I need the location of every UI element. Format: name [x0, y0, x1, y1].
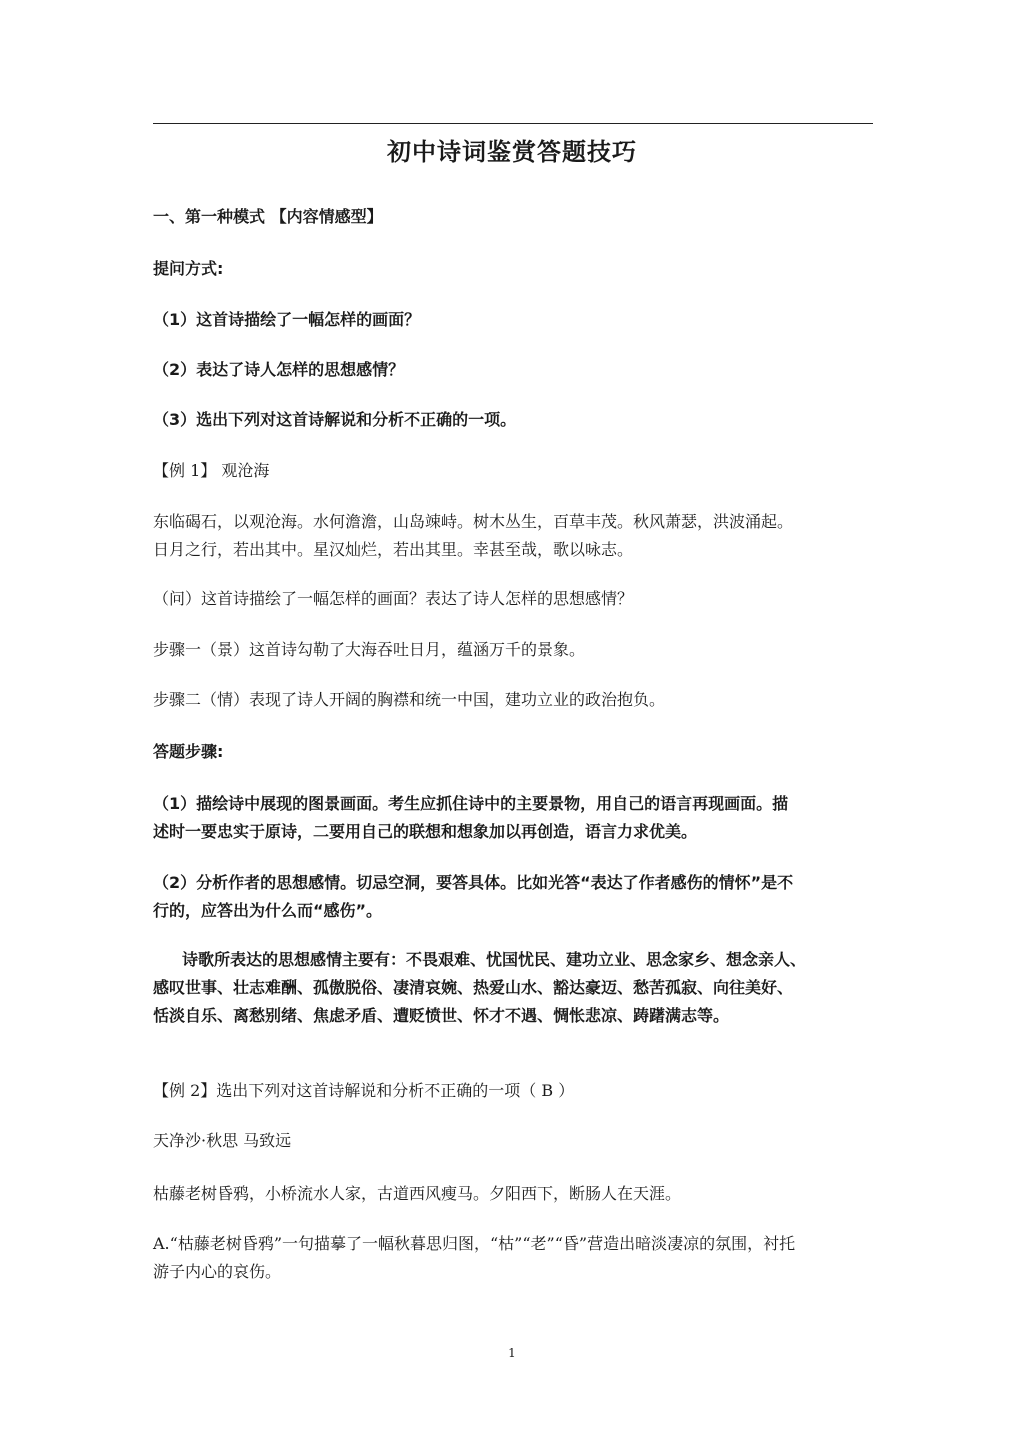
answer-steps-label: 答题步骤: — [153, 742, 224, 761]
option-line: A.“枯藤老树昏鸦”一句描摹了一幅秋暮思归图，“枯”“老”“昏”营造出暗淡凄凉的氛围，衬托 — [153, 1234, 796, 1253]
step-two: 步骤二（情）表现了诗人开阔的胸襟和统一中国，建功立业的政治抱负。 — [153, 690, 666, 709]
emotions-line: 诗歌所表达的思想感情主要有：不畏艰难、忧国忧民、建功立业、思念家乡、想念亲人、 — [182, 950, 807, 969]
poem-line: 日月之行，若出其中。星汉灿烂，若出其里。幸甚至哉，歌以咏志。 — [153, 540, 634, 559]
answer-step-line: （1）描绘诗中展现的图景画面。考生应抓住诗中的主要景物，用自己的语言再现画面。描 — [153, 794, 789, 813]
example-label: 【例 1】 观沧海 — [153, 461, 270, 480]
example-question: （问）这首诗描绘了一幅怎样的画面？表达了诗人怎样的思想感情？ — [153, 589, 634, 608]
page-number: 1 — [508, 1346, 516, 1360]
document-title: 初中诗词鉴赏答题技巧 — [387, 137, 637, 166]
question-item: （3）选出下列对这首诗解说和分析不正确的一项。 — [153, 410, 517, 429]
question-item: （1）这首诗描绘了一幅怎样的画面？ — [153, 310, 421, 329]
question-item: （2）表达了诗人怎样的思想感情？ — [153, 360, 405, 379]
header-rule — [153, 123, 873, 124]
poem-line: 枯藤老树昏鸦，小桥流水人家，古道西风瘦马。夕阳西下，断肠人在天涯。 — [153, 1184, 682, 1203]
step-one: 步骤一（景）这首诗勾勒了大海吞吐日月，蕴涵万千的景象。 — [153, 640, 586, 659]
section-heading: 一、第一种模式 【内容情感型】 — [153, 207, 383, 226]
emotions-line: 恬淡自乐、离愁别绪、焦虑矛盾、遭贬愤世、怀才不遇、惆怅悲凉、踌躇满志等。 — [153, 1006, 730, 1025]
example-label: 【例 2】选出下列对这首诗解说和分析不正确的一项（ B ） — [153, 1081, 575, 1100]
answer-step-line: 行的，应答出为什么而“感伤”。 — [153, 901, 383, 920]
option-line: 游子内心的哀伤。 — [153, 1262, 282, 1281]
emotions-line: 感叹世事、壮志难酬、孤傲脱俗、凄清哀婉、热爱山水、豁达豪迈、愁苦孤寂、向往美好、 — [153, 978, 794, 997]
question-method-label: 提问方式: — [153, 259, 224, 278]
answer-step-line: （2）分析作者的思想感情。切忌空洞，要答具体。比如光答“表达了作者感伤的情怀”是不 — [153, 873, 794, 892]
poem-title: 天净沙·秋思 马致远 — [153, 1131, 292, 1150]
poem-line: 东临碣石，以观沧海。水何澹澹，山岛竦峙。树木丛生，百草丰茂。秋风萧瑟，洪波涌起。 — [153, 512, 794, 531]
answer-step-line: 述时一要忠实于原诗，二要用自己的联想和想象加以再创造，语言力求优美。 — [153, 822, 698, 841]
